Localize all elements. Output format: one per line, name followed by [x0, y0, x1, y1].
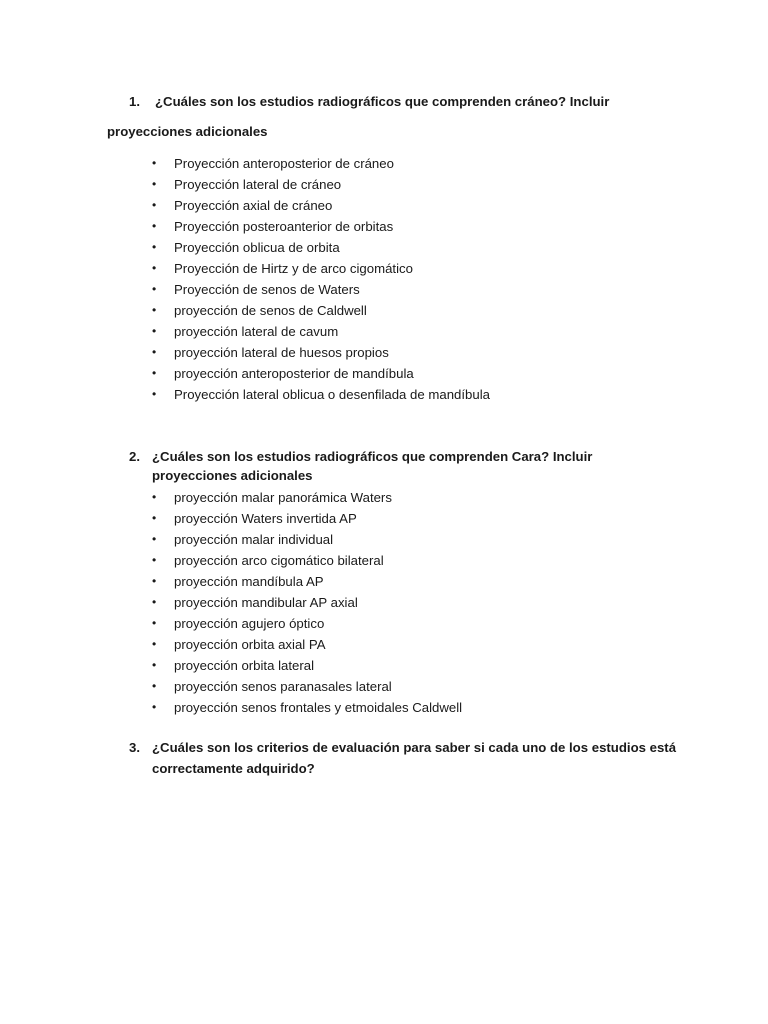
bullet-icon: •	[152, 177, 157, 191]
bullet-icon: •	[152, 553, 157, 567]
bullet-icon: •	[152, 366, 157, 380]
question-2-line-1: ¿Cuáles son los estudios radiográficos que comprenden Cara? Incluir	[152, 449, 593, 464]
question-1-line-1: ¿Cuáles son los estudios radiográficos que comprenden cráneo? Incluir	[155, 94, 610, 109]
bullet-icon: •	[152, 490, 157, 504]
bullet-icon: •	[152, 198, 157, 212]
bullet-icon: •	[152, 240, 157, 254]
bullet-icon: •	[152, 658, 157, 672]
bullet-icon: •	[152, 574, 157, 588]
list-item-text: Proyección posteroanterior de orbitas	[174, 219, 394, 234]
list-item-text: Proyección anteroposterior de cráneo	[174, 156, 394, 171]
list-item-text: proyección lateral de cavum	[174, 324, 339, 339]
list-item-text: Proyección de Hirtz y de arco cigomático	[174, 261, 413, 276]
list-item-text: Proyección lateral de cráneo	[174, 177, 342, 192]
bullet-icon: •	[152, 345, 157, 359]
bullet-icon: •	[152, 511, 157, 525]
list-item-text: Proyección oblicua de orbita	[174, 240, 340, 255]
bullet-icon: •	[152, 156, 157, 170]
list-item-text: Proyección lateral oblicua o desenfilada de mandíbula	[174, 387, 490, 402]
list-item-text: proyección lateral de huesos propios	[174, 345, 389, 360]
list-item-text: proyección mandibular AP axial	[174, 595, 358, 610]
list-item-text: proyección de senos de Caldwell	[174, 303, 367, 318]
bullet-icon: •	[152, 387, 157, 401]
question-1-number: 1.	[129, 94, 140, 109]
bullet-icon: •	[152, 595, 157, 609]
bullet-icon: •	[152, 219, 157, 233]
list-item-text: proyección arco cigomático bilateral	[174, 553, 384, 568]
list-item-text: Proyección de senos de Waters	[174, 282, 360, 297]
list-item-text: proyección Waters invertida AP	[174, 511, 357, 526]
list-item-text: proyección malar panorámica Waters	[174, 490, 392, 505]
list-item-text: proyección anteroposterior de mandíbula	[174, 366, 414, 381]
bullet-icon: •	[152, 532, 157, 546]
bullet-icon: •	[152, 324, 157, 338]
list-item-text: proyección senos frontales y etmoidales Caldwell	[174, 700, 463, 715]
bullet-icon: •	[152, 700, 157, 714]
list-item-text: proyección mandíbula AP	[174, 574, 324, 589]
bullet-icon: •	[152, 303, 157, 317]
list-item-text: proyección senos paranasales lateral	[174, 679, 392, 694]
list-item-text: Proyección axial de cráneo	[174, 198, 333, 213]
bullet-icon: •	[152, 679, 157, 693]
list-item-text: proyección orbita lateral	[174, 658, 315, 673]
question-3-number: 3.	[129, 740, 140, 755]
bullet-icon: •	[152, 637, 157, 651]
list-item-text: proyección agujero óptico	[174, 616, 325, 631]
bullet-icon: •	[152, 282, 157, 296]
question-3-line-1: ¿Cuáles son los criterios de evaluación para saber si cada uno de los estudios está	[152, 740, 677, 755]
question-1-line-2: proyecciones adicionales	[107, 124, 268, 139]
list-item-text: proyección orbita axial PA	[174, 637, 326, 652]
question-2-number: 2.	[129, 449, 140, 464]
question-2-line-2: proyecciones adicionales	[152, 468, 313, 483]
list-item-text: proyección malar individual	[174, 532, 334, 547]
bullet-icon: •	[152, 616, 157, 630]
question-3-line-2: correctamente adquirido?	[152, 761, 315, 776]
bullet-icon: •	[152, 261, 157, 275]
